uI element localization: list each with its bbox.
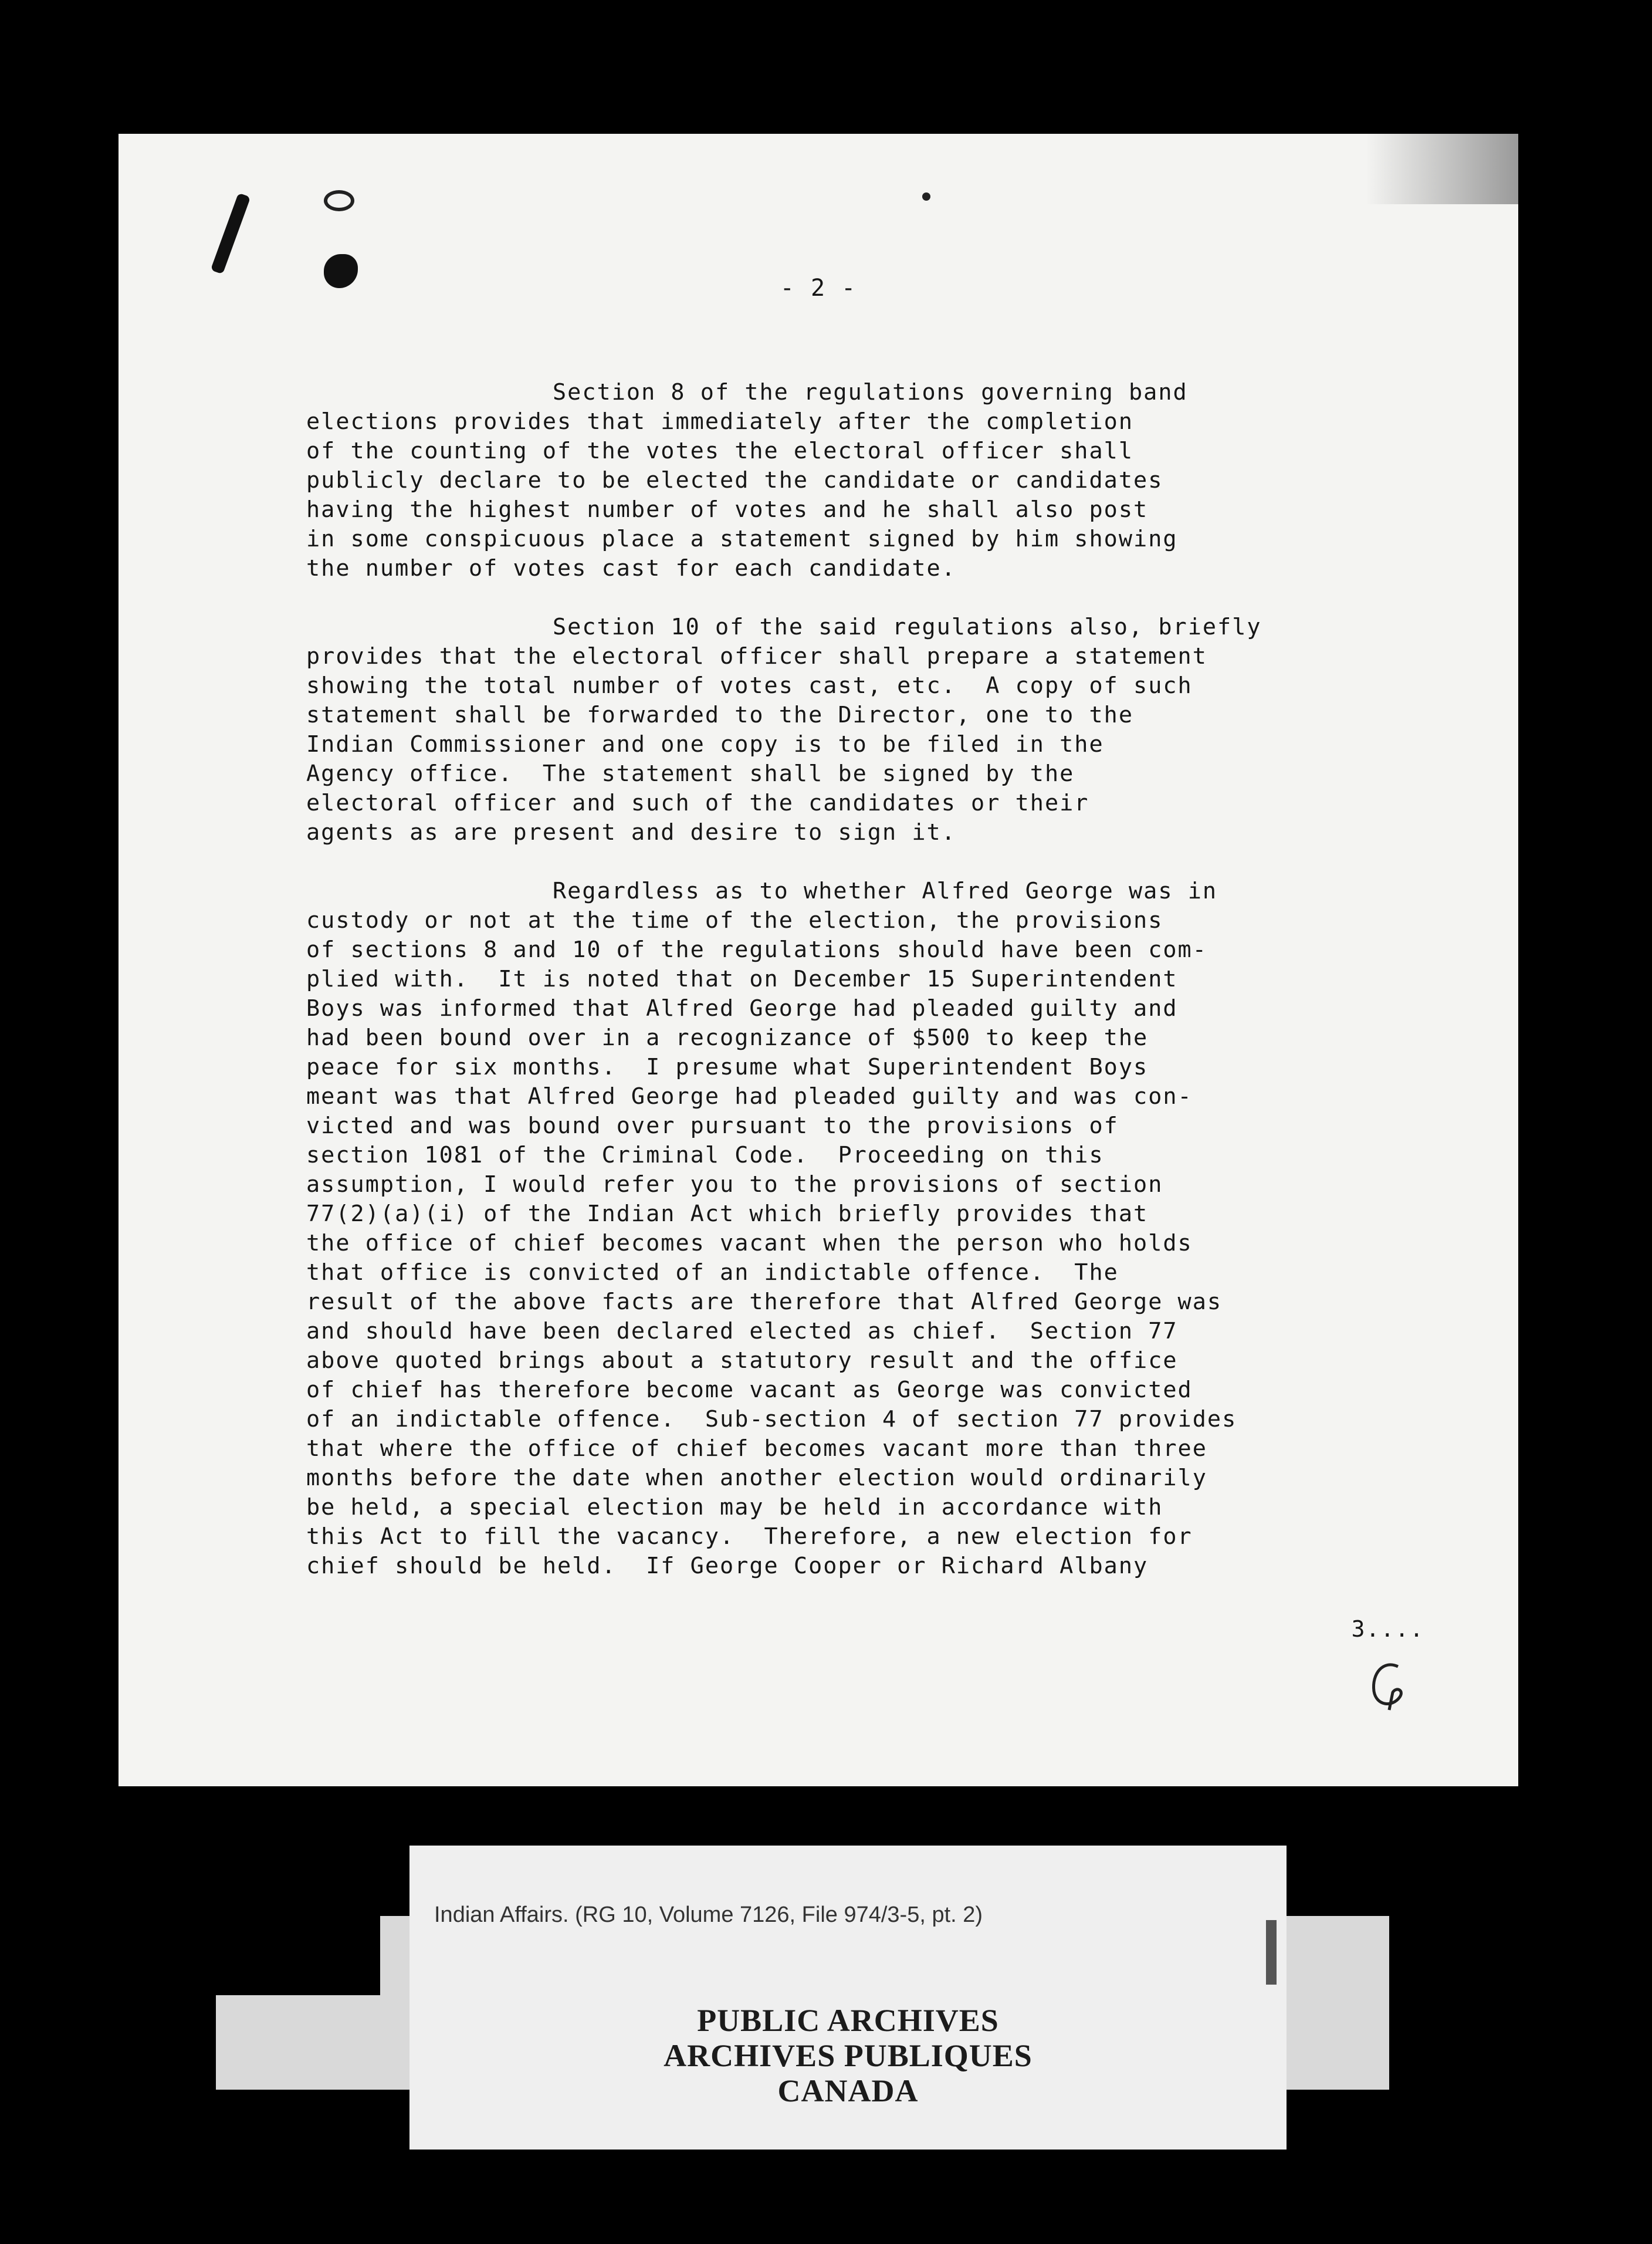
text-line: in some conspicuous place a statement signed by him showing — [306, 526, 1178, 552]
text-line: meant was that Alfred George had pleaded guilty and was con- — [306, 1083, 1193, 1110]
paragraph-section-10 — [306, 613, 1421, 847]
text-line: that office is convicted of an indictable offence. The — [306, 1259, 1119, 1286]
paragraph-regardless — [306, 877, 1421, 1581]
text-line: electoral officer and such of the candidates or their — [306, 790, 1089, 816]
text-line: and should have been declared elected as chief. Section 77 — [306, 1318, 1178, 1344]
text-line: of sections 8 and 10 of the regulations should have been com- — [306, 937, 1207, 963]
text-line: having the highest number of votes and he shall also post — [306, 496, 1149, 523]
letter-body — [306, 378, 1421, 1610]
label-tab-mark — [1266, 1920, 1277, 1985]
text-line: agents as are present and desire to sign it. — [306, 819, 956, 846]
text-line: plied with. It is noted that on December 15 Superintendent — [306, 966, 1178, 992]
text-line: the office of chief becomes vacant when the person who holds — [306, 1230, 1193, 1256]
handwritten-initial — [1366, 1656, 1413, 1715]
text-line: months before the date when another election would ordinarily — [306, 1465, 1207, 1491]
text-line: Section 8 of the regulations governing band — [553, 379, 1188, 405]
text-line: chief should be held. If George Cooper or Richard Albany — [306, 1553, 1149, 1579]
text-line: of the counting of the votes the electoral officer shall — [306, 438, 1134, 464]
text-line: had been bound over in a recognizance of $500 to keep the — [306, 1025, 1149, 1051]
text-line: publicly declare to be elected the candidate or candidates — [306, 467, 1163, 494]
ink-ring-mark — [324, 190, 354, 211]
text-line: of an indictable offence. Sub-section 4 of section 77 provides — [306, 1406, 1237, 1432]
text-line: showing the total number of votes cast, etc. A copy of such — [306, 672, 1193, 699]
archive-country: CANADA — [777, 2073, 919, 2108]
document-page — [119, 134, 1518, 1786]
archive-name-fr: ARCHIVES PUBLIQUES — [663, 2038, 1032, 2073]
text-line: custody or not at the time of the election, the provisions — [306, 907, 1163, 934]
continuation-marker: 3.... — [1351, 1616, 1424, 1642]
text-line: of chief has therefore become vacant as George was convicted — [306, 1377, 1193, 1403]
text-line: provides that the electoral officer shall prepare a statement — [306, 643, 1207, 670]
text-line: victed and was bound over pursuant to the provisions of — [306, 1113, 1119, 1139]
text-line: the number of votes cast for each candidate. — [306, 555, 956, 582]
text-line: section 1081 of the Criminal Code. Proceeding on this — [306, 1142, 1104, 1168]
text-line: that where the office of chief becomes vacant more than three — [306, 1435, 1207, 1462]
text-line: peace for six months. I presume what Superintendent Boys — [306, 1054, 1149, 1080]
archive-name-en: PUBLIC ARCHIVES — [697, 2003, 999, 2038]
text-line: Section 10 of the said regulations also, briefly — [553, 614, 1262, 640]
text-line: elections provides that immediately after the completion — [306, 408, 1134, 435]
paragraph-section-8 — [306, 378, 1421, 583]
label-strip-notch — [216, 1916, 380, 1995]
text-line: result of the above facts are therefore that Alfred George was — [306, 1289, 1223, 1315]
text-line: 77(2)(a)(i) of the Indian Act which briefly provides that — [306, 1201, 1149, 1227]
text-line: be held, a special election may be held in accordance with — [306, 1494, 1163, 1520]
pen-stroke-mark — [211, 192, 251, 274]
ink-dot-mark — [922, 192, 930, 201]
text-line: statement shall be forwarded to the Director, one to the — [306, 702, 1134, 728]
page-number: - 2 - — [780, 275, 857, 302]
text-line: Boys was informed that Alfred George had pleaded guilty and — [306, 995, 1178, 1022]
text-line: above quoted brings about a statutory result and the office — [306, 1347, 1178, 1374]
text-line: Agency office. The statement shall be signed by the — [306, 761, 1075, 787]
text-line: this Act to fill the vacancy. Therefore, a new election for — [306, 1523, 1193, 1550]
text-line: assumption, I would refer you to the provisions of section — [306, 1171, 1163, 1198]
text-line: Regardless as to whether Alfred George was in — [553, 878, 1218, 904]
page-shadow — [1366, 134, 1518, 204]
archive-reference: Indian Affairs. (RG 10, Volume 7126, File 974/3-5, pt. 2) — [434, 1902, 983, 1927]
text-line: Indian Commissioner and one copy is to be filed in the — [306, 731, 1104, 758]
